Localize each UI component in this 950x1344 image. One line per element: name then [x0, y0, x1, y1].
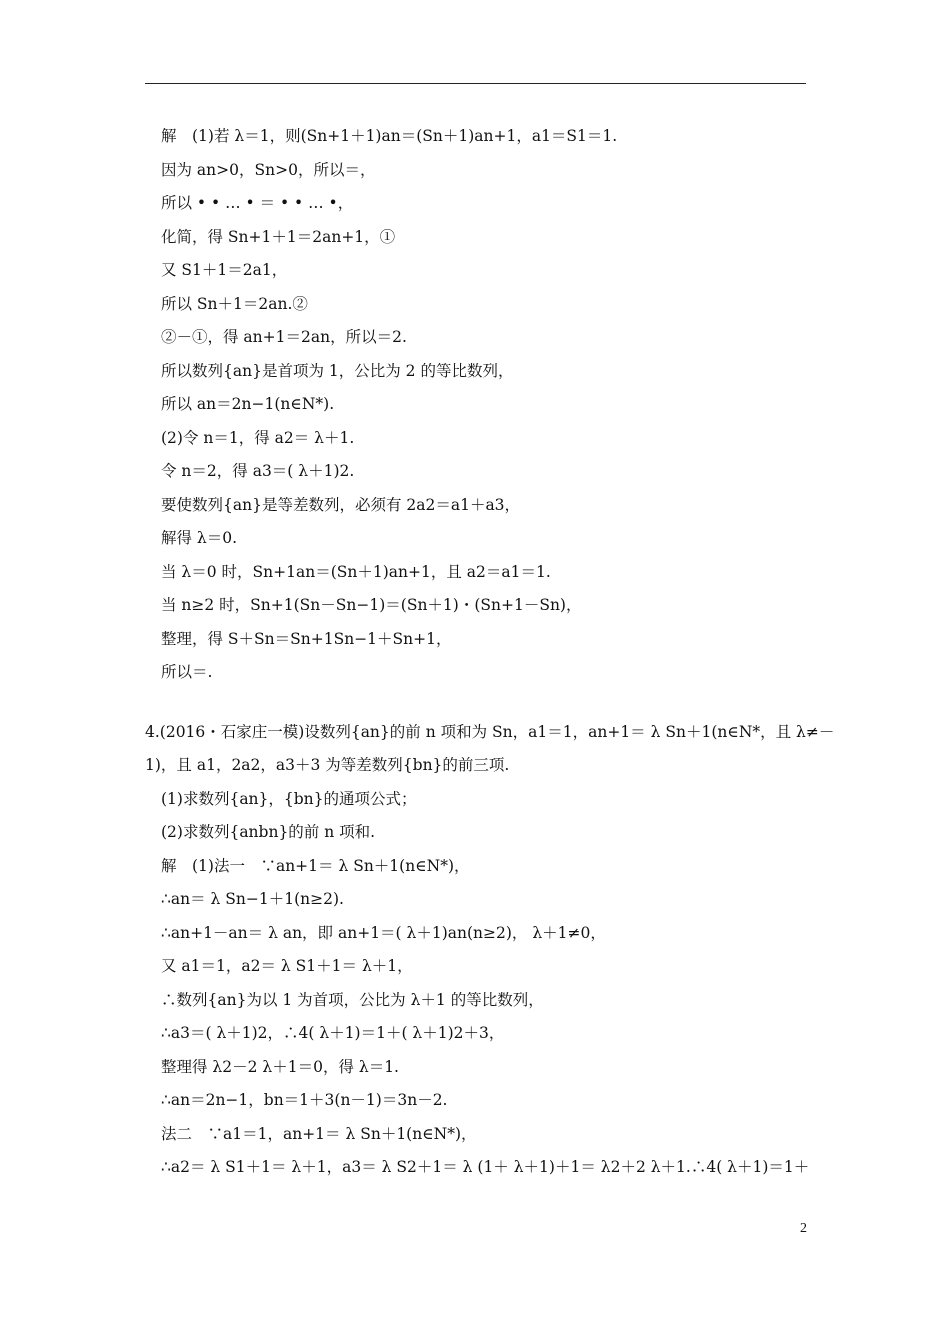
solution-line: 整理，得 S＋Sn＝Sn+1Sn−1＋Sn+1， [161, 629, 452, 648]
solution-4 [145, 850, 810, 1185]
solution-line: 因为 an>0，Sn>0，所以＝， [161, 160, 376, 179]
solution-3 [145, 120, 810, 690]
solution-line: 所以 • • … • ＝ • • … •， [161, 194, 354, 212]
problem-4 [145, 716, 835, 850]
header-rule [145, 83, 806, 84]
page-number: 2 [800, 1221, 807, 1236]
solution-line: ∴a2＝ λ S1＋1＝ λ＋1，a3＝ λ S2＋1＝ λ (1＋ λ＋1)＋1＝ λ2＋2 λ＋1.∴4( λ＋1)＝1＋ [161, 1158, 810, 1176]
problem-statement: 4.(2016・石家庄一模)设数列{an}的前 n 项和为 Sn，a1＝1，an+1＝ λ Sn＋1(n∈N*，且 λ≠－ [145, 722, 835, 741]
solution-line: 化简，得 Sn+1＋1＝2an+1，① [161, 227, 396, 246]
solution-line: (2)令 n＝1，得 a2＝ λ＋1. [161, 428, 355, 447]
solution-line: 所以＝. [161, 663, 213, 681]
solution-line: 当 n≥2 时，Sn+1(Sn－Sn−1)＝(Sn＋1)・(Sn+1－Sn)， [161, 596, 582, 614]
solution-line: 当 λ＝0 时，Sn+1an＝(Sn＋1)an+1，且 a2＝a1＝1. [161, 562, 551, 581]
problem-part-2: (2)求数列{anbn}的前 n 项和. [161, 823, 376, 841]
page-content [145, 120, 835, 1185]
solution-line: 解 (1)若 λ＝1，则(Sn+1＋1)an＝(Sn＋1)an+1，a1＝S1＝1. [161, 127, 618, 145]
solution-line: 要使数列{an}是等差数列，必须有 2a2＝a1＋a3， [161, 495, 521, 514]
solution-line: ②－①，得 an+1＝2an，所以＝2. [161, 328, 407, 346]
solution-line: 解得 λ＝0. [161, 529, 238, 547]
solution-line: 整理得 λ2－2 λ＋1＝0，得 λ＝1. [161, 1057, 399, 1076]
solution-line: 所以数列{an}是首项为 1，公比为 2 的等比数列， [161, 361, 514, 380]
solution-line: ∴an+1－an＝ λ an，即 an+1＝( λ＋1)an(n≥2)， λ＋1≠0， [161, 923, 606, 942]
solution-line: 解 (1)法一 ∵an+1＝ λ Sn＋1(n∈N*)， [161, 856, 470, 875]
solution-line: 所以 an＝2n−1(n∈N*). [161, 395, 335, 413]
solution-line: ∴an＝ λ Sn−1＋1(n≥2). [161, 890, 344, 908]
problem-part-1: (1)求数列{an}，{bn}的通项公式； [161, 789, 417, 808]
solution-line: ∴a3＝( λ＋1)2，∴4( λ＋1)＝1＋( λ＋1)2＋3， [161, 1024, 505, 1042]
solution-line: 又 a1＝1，a2＝ λ S1＋1＝ λ＋1， [161, 957, 413, 975]
problem-statement: 1)，且 a1，2a2，a3＋3 为等差数列{bn}的前三项. [145, 756, 510, 774]
solution-line: 所以 Sn＋1＝2an.② [161, 294, 308, 313]
solution-line: 令 n＝2，得 a3＝( λ＋1)2. [161, 462, 355, 480]
solution-line: ∴an＝2n−1，bn＝1＋3(n－1)＝3n－2. [161, 1091, 448, 1109]
solution-line: 法二 ∵a1＝1，an+1＝ λ Sn＋1(n∈N*)， [161, 1124, 477, 1143]
solution-line: ∴数列{an}为以 1 为首项，公比为 λ＋1 的等比数列， [161, 990, 544, 1009]
solution-line: 又 S1＋1＝2a1， [161, 261, 288, 279]
